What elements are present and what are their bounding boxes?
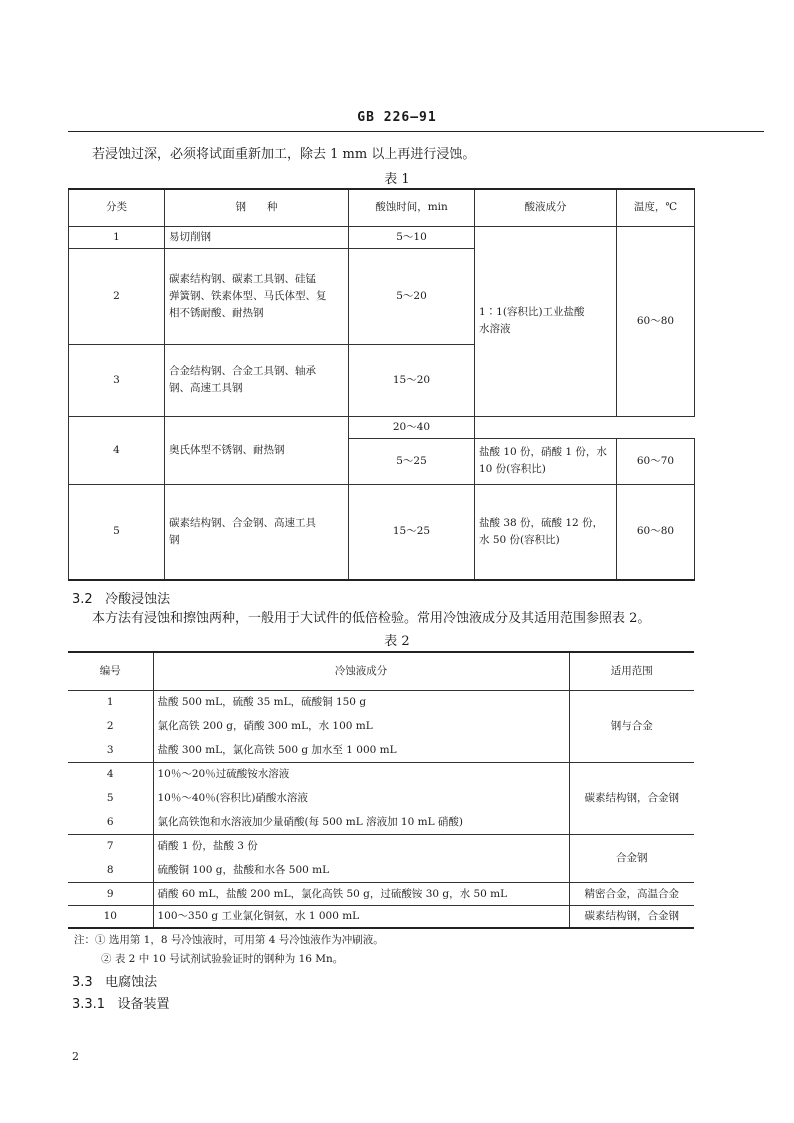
steel-line: 相不锈耐酸、耐热钢 [169, 306, 264, 319]
temp-cell: 60～70 [617, 438, 695, 484]
number-cell: 5 [68, 786, 153, 810]
composition-cell: 硝酸 1 份，盐酸 3 份 [153, 834, 569, 858]
steel-line: 碳素结构钢、碳素工具钢、硅锰 [169, 272, 316, 285]
steel-line: 钢、高速工具钢 [169, 382, 243, 394]
col-header-temp: 温度，℃ [617, 189, 695, 226]
scope-cell: 钢与合金 [569, 690, 694, 762]
composition-cell: 氯化高铁 200 g，硝酸 300 mL，水 100 mL [153, 714, 569, 738]
acid-line: 1∶1(容积比)工业盐酸 [479, 306, 585, 318]
number-cell: 7 [68, 834, 153, 858]
scope-cell: 碳素结构钢，合金钢 [569, 905, 694, 928]
col-header-composition: 冷蚀液成分 [153, 652, 569, 690]
steel-cell [165, 248, 349, 344]
acid-cell [475, 484, 617, 580]
table1-caption: 表 1 [384, 172, 410, 187]
table-1 [68, 188, 695, 581]
col-header-time: 酸蚀时间，min [349, 189, 475, 226]
col-header-number: 编号 [68, 652, 153, 690]
steel-line: 钢 [169, 533, 180, 546]
col-header-scope: 适用范围 [569, 652, 694, 690]
table-row [68, 834, 694, 858]
time-cell: 5～10 [349, 226, 475, 248]
category-cell: 2 [69, 248, 165, 344]
composition-cell: 10％～20％过硫酸铵水溶液 [153, 762, 569, 786]
intro-paragraph: 若浸蚀过深，必须将试面重新加工，除去 1 mm 以上再进行浸蚀。 [92, 147, 476, 162]
steel-line: 碳素结构钢、合金钢、高速工具 [169, 516, 316, 529]
temp-cell: 60～80 [617, 226, 695, 416]
composition-cell: 100～350 g 工业氯化铜氨，水 1 000 mL [153, 905, 569, 928]
number-cell: 4 [68, 762, 153, 786]
composition-cell: 硝酸 60 mL，盐酸 200 mL，氯化高铁 50 g，过硫酸铵 30 g，水 50 mL [153, 882, 569, 905]
steel-cell [165, 344, 349, 416]
steel-cell [165, 484, 349, 580]
steel-line: 弹簧钢、铁素体型、马氏体型、复 [169, 289, 327, 302]
time-cell: 20～40 [349, 416, 475, 438]
number-cell: 1 [68, 690, 153, 714]
section-3-3-1-heading [72, 993, 170, 1012]
number-cell: 8 [68, 858, 153, 882]
acid-cell [475, 438, 617, 484]
section-title: 电腐蚀法 [105, 975, 158, 990]
scope-cell: 碳素结构钢，合金钢 [569, 762, 694, 834]
steel-cell: 奥氏体型不锈钢、耐热钢 [165, 416, 349, 484]
table-row [68, 690, 694, 714]
steel-line: 合金结构钢、合金工具钢、轴承 [169, 365, 316, 377]
composition-cell: 盐酸 500 mL，硫酸 35 mL，硫酸铜 150 g [153, 690, 569, 714]
category-cell: 5 [69, 484, 165, 580]
table2-caption: 表 2 [384, 634, 410, 649]
header-rule [68, 131, 764, 132]
standard-code-header: GB 226—91 [357, 110, 437, 125]
table-row [69, 484, 695, 580]
number-cell: 10 [68, 905, 153, 928]
composition-cell: 盐酸 300 mL，氯化高铁 500 g 加水至 1 000 mL [153, 738, 569, 762]
col-header-category: 分类 [69, 189, 165, 226]
table-note-1: 注：① 选用第 1，8 号冷蚀液时，可用第 4 号冷蚀液作为冲刷液。 [74, 934, 384, 946]
section-title: 设备装置 [117, 997, 170, 1012]
table-row [68, 762, 694, 786]
category-cell: 3 [69, 344, 165, 416]
section-3-2-paragraph: 本方法有浸蚀和擦蚀两种，一般用于大试件的低倍检验。常用冷蚀液成分及其适用范围参照表 2。 [92, 611, 651, 626]
time-cell: 5～25 [349, 438, 475, 484]
composition-cell: 氯化高铁饱和水溶液加少量硝酸(每 500 mL 溶液加 10 mL 硝酸) [153, 810, 569, 834]
section-3-3-heading [72, 971, 157, 990]
col-header-acid: 酸液成分 [475, 189, 617, 226]
table-row [69, 226, 695, 248]
steel-cell: 易切削钢 [165, 226, 349, 248]
time-cell: 15～25 [349, 484, 475, 580]
acid-line: 水 50 份(容积比) [479, 533, 560, 546]
col-header-steel: 钢 种 [165, 189, 349, 226]
acid-line: 水溶液 [479, 323, 511, 335]
category-cell: 1 [69, 226, 165, 248]
time-cell: 15～20 [349, 344, 475, 416]
section-number: 3.3 [72, 975, 93, 990]
temp-cell: 60～80 [617, 484, 695, 580]
scope-cell: 精密合金，高温合金 [569, 882, 694, 905]
acid-line: 盐酸 38 份，硫酸 12 份， [479, 516, 604, 529]
time-cell: 5～20 [349, 248, 475, 344]
composition-cell: 硫酸铜 100 g，盐酸和水各 500 mL [153, 858, 569, 882]
number-cell: 6 [68, 810, 153, 834]
table-note-2: ② 表 2 中 10 号试剂试验验证时的钢种为 16 Mn。 [101, 953, 344, 965]
category-cell: 4 [69, 416, 165, 484]
table-2 [68, 651, 694, 929]
page-number: 2 [72, 1050, 79, 1063]
section-3-2-heading [72, 588, 170, 607]
section-number: 3.3.1 [72, 997, 106, 1012]
acid-line: 10 份(容积比) [479, 463, 546, 475]
scope-cell: 合金钢 [569, 834, 694, 882]
number-cell: 3 [68, 738, 153, 762]
table-row [69, 416, 695, 438]
number-cell: 9 [68, 882, 153, 905]
number-cell: 2 [68, 714, 153, 738]
acid-cell [475, 226, 617, 416]
table-row [68, 882, 694, 905]
composition-cell: 10％～40％(容积比)硝酸水溶液 [153, 786, 569, 810]
table-row [68, 905, 694, 928]
section-title: 冷酸浸蚀法 [105, 592, 171, 607]
acid-line: 盐酸 10 份，硝酸 1 份，水 [479, 446, 607, 458]
section-number: 3.2 [72, 592, 93, 607]
